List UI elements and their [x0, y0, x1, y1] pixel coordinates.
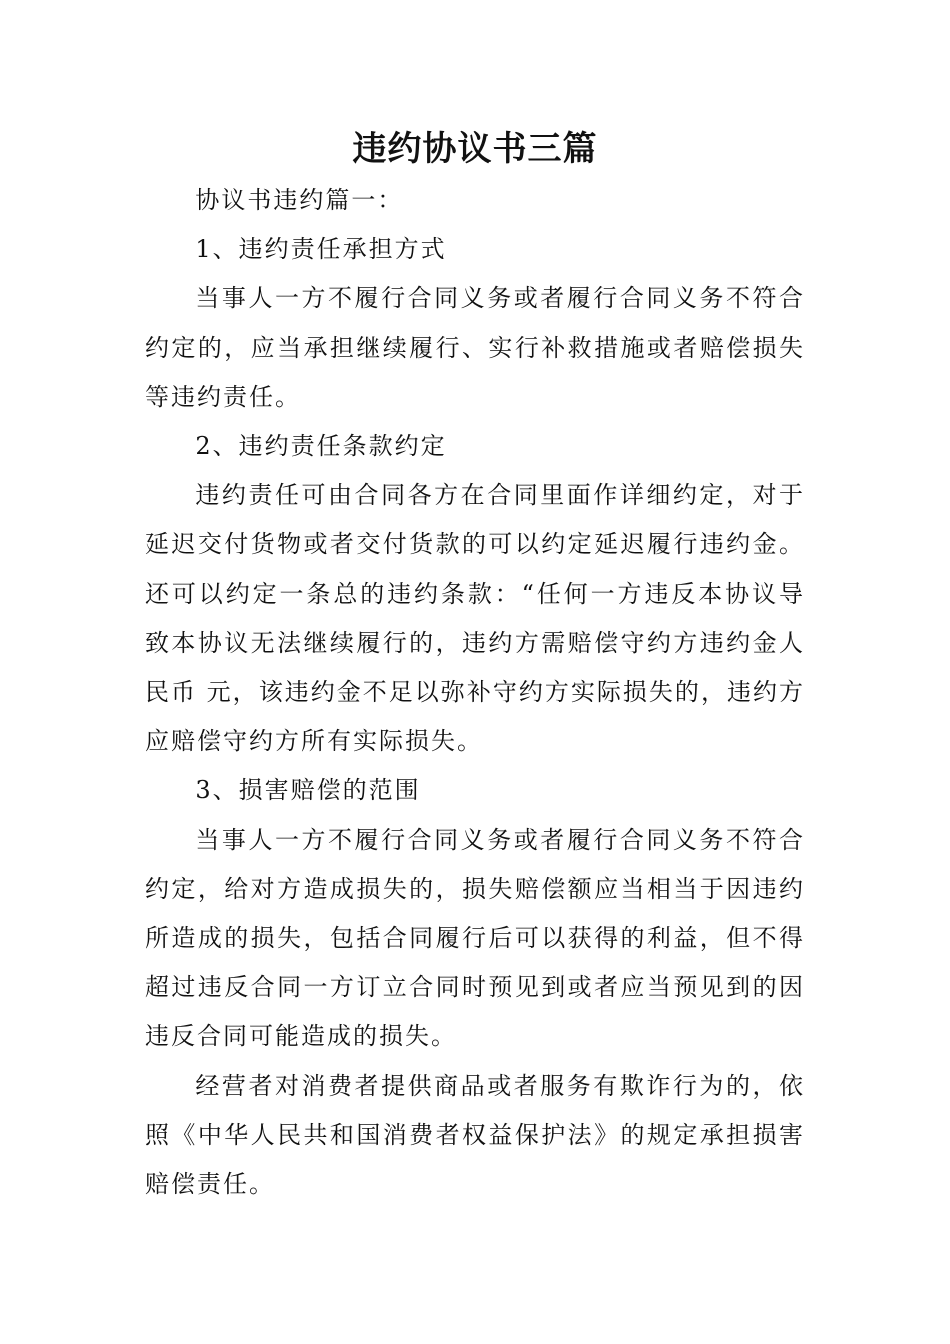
- clause-paragraph: 经营者对消费者提供商品或者服务有欺诈行为的，依照《中华人民共和国消费者权益保护法》的规定承担损害赔偿责任。: [145, 1071, 805, 1199]
- document-body: [145, 176, 805, 1209]
- clause-paragraph: 当事人一方不履行合同义务或者履行合同义务不符合约定，给对方造成损失的，损失赔偿额应当相当于因违约所造成的损失，包括合同履行后可以获得的利益，但不得超过违反合同一方订立合同时预见到或者应当预见到的因违反合同可能造成的损失。: [145, 825, 805, 1051]
- clause-heading: 3、损害赔偿的范围: [195, 776, 421, 805]
- document-title: 违约协议书三篇: [352, 129, 598, 169]
- clause-paragraph: 违约责任可由合同各方在合同里面作详细约定，对于延迟交付货物或者交付货款的可以约定延迟履行违约金。还可以约定一条总的违约条款：“任何一方违反本协议导致本协议无法继续履行的，违约方需赔偿守约方违约金人民币 元，该违约金不足以弥补守约方实际损失的，违约方应赔偿守约方所有实际损失。: [145, 481, 805, 756]
- clause-heading: 1、违约责任承担方式: [195, 235, 447, 264]
- clause-paragraph: 当事人一方不履行合同义务或者履行合同义务不符合约定的，应当承担继续履行、实行补救措施或者赔偿损失等违约责任。: [145, 284, 805, 411]
- clause-heading: 2、违约责任条款约定: [195, 432, 447, 461]
- section-heading: 协议书违约篇一：: [195, 186, 404, 214]
